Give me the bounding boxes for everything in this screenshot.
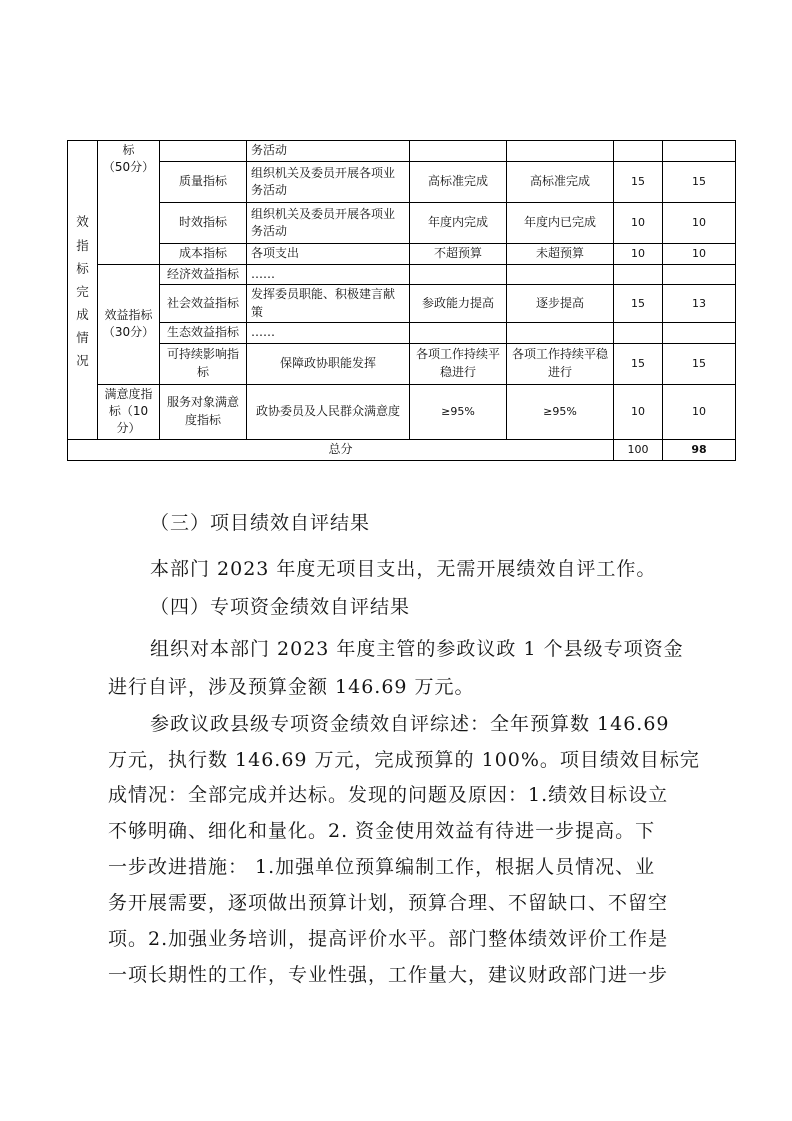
- table-row: [68, 244, 736, 265]
- weight-score: 15: [614, 285, 663, 323]
- table-row: [68, 323, 736, 343]
- performance-table: [67, 140, 736, 461]
- output-indicator-cell: [98, 141, 160, 265]
- table-cell: [160, 141, 247, 162]
- vertical-header-char: 情: [76, 330, 89, 346]
- indicator-name: 可持续影响指标: [160, 343, 247, 384]
- category-label: 标: [122, 143, 135, 157]
- total-score: 98: [663, 439, 736, 460]
- category-score: （50分）: [102, 160, 155, 175]
- table-row: [68, 384, 736, 439]
- indicator-content: 组织机关及委员开展各项业务活动: [247, 203, 410, 244]
- weight-score: 10: [614, 244, 663, 265]
- total-weight: 100: [614, 439, 663, 460]
- vertical-header-char: 成: [76, 306, 89, 322]
- indicator-name: 成本指标: [160, 244, 247, 265]
- target-value: 各项工作持续平稳进行: [410, 343, 507, 384]
- table-cell: [663, 323, 736, 343]
- vertical-header-char: 况: [76, 353, 89, 369]
- vertical-header-char: 标: [76, 260, 89, 276]
- total-label: 总分: [68, 439, 614, 460]
- paragraph-line: 一步改进措施： 1.加强单位预算编制工作，根据人员情况、业: [108, 856, 656, 878]
- actual-value: 年度内已完成: [507, 203, 614, 244]
- weight-score: 10: [614, 203, 663, 244]
- table-cell: [614, 323, 663, 343]
- paragraph-line: 成情况：全部完成并达标。发现的问题及原因：1.绩效目标设立: [108, 784, 669, 806]
- paragraph-line: 务开展需要，逐项做出预算计划，预算合理、不留缺口、不留空: [108, 892, 669, 914]
- satisfaction-indicator-category: 满意度指标（10分）: [98, 384, 160, 439]
- indicator-name: 时效指标: [160, 203, 247, 244]
- table-row: [68, 162, 736, 203]
- vertical-header-char: 效: [76, 214, 89, 230]
- table-cell: [614, 141, 663, 162]
- weight-score: 15: [614, 343, 663, 384]
- paragraph-line: 参政议政县级专项资金绩效自评综述：全年预算数 146.69: [150, 713, 670, 735]
- table-cell: [410, 265, 507, 285]
- target-value: 参政能力提高: [410, 285, 507, 323]
- actual-score: 15: [663, 162, 736, 203]
- paragraph-line: 项。2.加强业务培训，提高评价水平。部门整体绩效评价工作是: [108, 928, 669, 950]
- table-cell: 务活动: [247, 141, 410, 162]
- table-cell: [410, 323, 507, 343]
- vertical-header-char: 完: [76, 283, 89, 299]
- indicator-name: 社会效益指标: [160, 285, 247, 323]
- table-cell: [663, 141, 736, 162]
- paragraph-line: 进行自评，涉及预算金额 146.69 万元。: [108, 676, 475, 698]
- table-cell: [507, 265, 614, 285]
- paragraph-line: 组织对本部门 2023 年度主管的参政议政 1 个县级专项资金: [150, 638, 684, 660]
- table-cell: [663, 265, 736, 285]
- actual-score: 10: [663, 244, 736, 265]
- actual-score: 10: [663, 203, 736, 244]
- weight-score: 10: [614, 384, 663, 439]
- indicator-content: 各项支出: [247, 244, 410, 265]
- paragraph-line: 不够明确、细化和量化。2. 资金使用效益有待进一步提高。下: [108, 820, 656, 842]
- table-cell: [410, 141, 507, 162]
- table-row: [68, 203, 736, 244]
- total-row: [68, 439, 736, 460]
- indicator-name: 质量指标: [160, 162, 247, 203]
- actual-value: 逐步提高: [507, 285, 614, 323]
- table-cell: [614, 265, 663, 285]
- table-row: [68, 265, 736, 285]
- indicator-content: ……: [247, 265, 410, 285]
- actual-value: ≥95%: [507, 384, 614, 439]
- indicator-name: 服务对象满意度指标: [160, 384, 247, 439]
- paragraph-line: 万元，执行数 146.69 万元，完成预算的 100%。项目绩效目标完: [108, 749, 700, 771]
- target-value: 高标准完成: [410, 162, 507, 203]
- actual-score: 15: [663, 343, 736, 384]
- table-row: [68, 285, 736, 323]
- indicator-content: 组织机关及委员开展各项业务活动: [247, 162, 410, 203]
- benefit-indicator-category: 效益指标（30分）: [98, 265, 160, 385]
- section-heading-3: （三）项目绩效自评结果: [150, 512, 371, 534]
- weight-score: 15: [614, 162, 663, 203]
- indicator-name: 生态效益指标: [160, 323, 247, 343]
- actual-value: 高标准完成: [507, 162, 614, 203]
- indicator-name: 经济效益指标: [160, 265, 247, 285]
- vertical-header-cell: [68, 141, 98, 440]
- indicator-content: 保障政协职能发挥: [247, 343, 410, 384]
- actual-score: 13: [663, 285, 736, 323]
- vertical-header-text: [72, 209, 93, 370]
- table-cell: [507, 323, 614, 343]
- indicator-content: 政协委员及人民群众满意度: [247, 384, 410, 439]
- indicator-content: ……: [247, 323, 410, 343]
- actual-value: 未超预算: [507, 244, 614, 265]
- table-row: [68, 141, 736, 162]
- table-row: [68, 343, 736, 384]
- actual-value: 各项工作持续平稳进行: [507, 343, 614, 384]
- section-heading-4: （四）专项资金绩效自评结果: [150, 596, 411, 618]
- target-value: 不超预算: [410, 244, 507, 265]
- target-value: ≥95%: [410, 384, 507, 439]
- table-cell: [507, 141, 614, 162]
- indicator-content: 发挥委员职能、积极建言献策: [247, 285, 410, 323]
- target-value: 年度内完成: [410, 203, 507, 244]
- paragraph-line: 本部门 2023 年度无项目支出，无需开展绩效自评工作。: [150, 558, 657, 580]
- actual-score: 10: [663, 384, 736, 439]
- vertical-header-char: 指: [76, 237, 89, 253]
- paragraph-line: 一项长期性的工作，专业性强，工作量大，建议财政部门进一步: [108, 964, 669, 986]
